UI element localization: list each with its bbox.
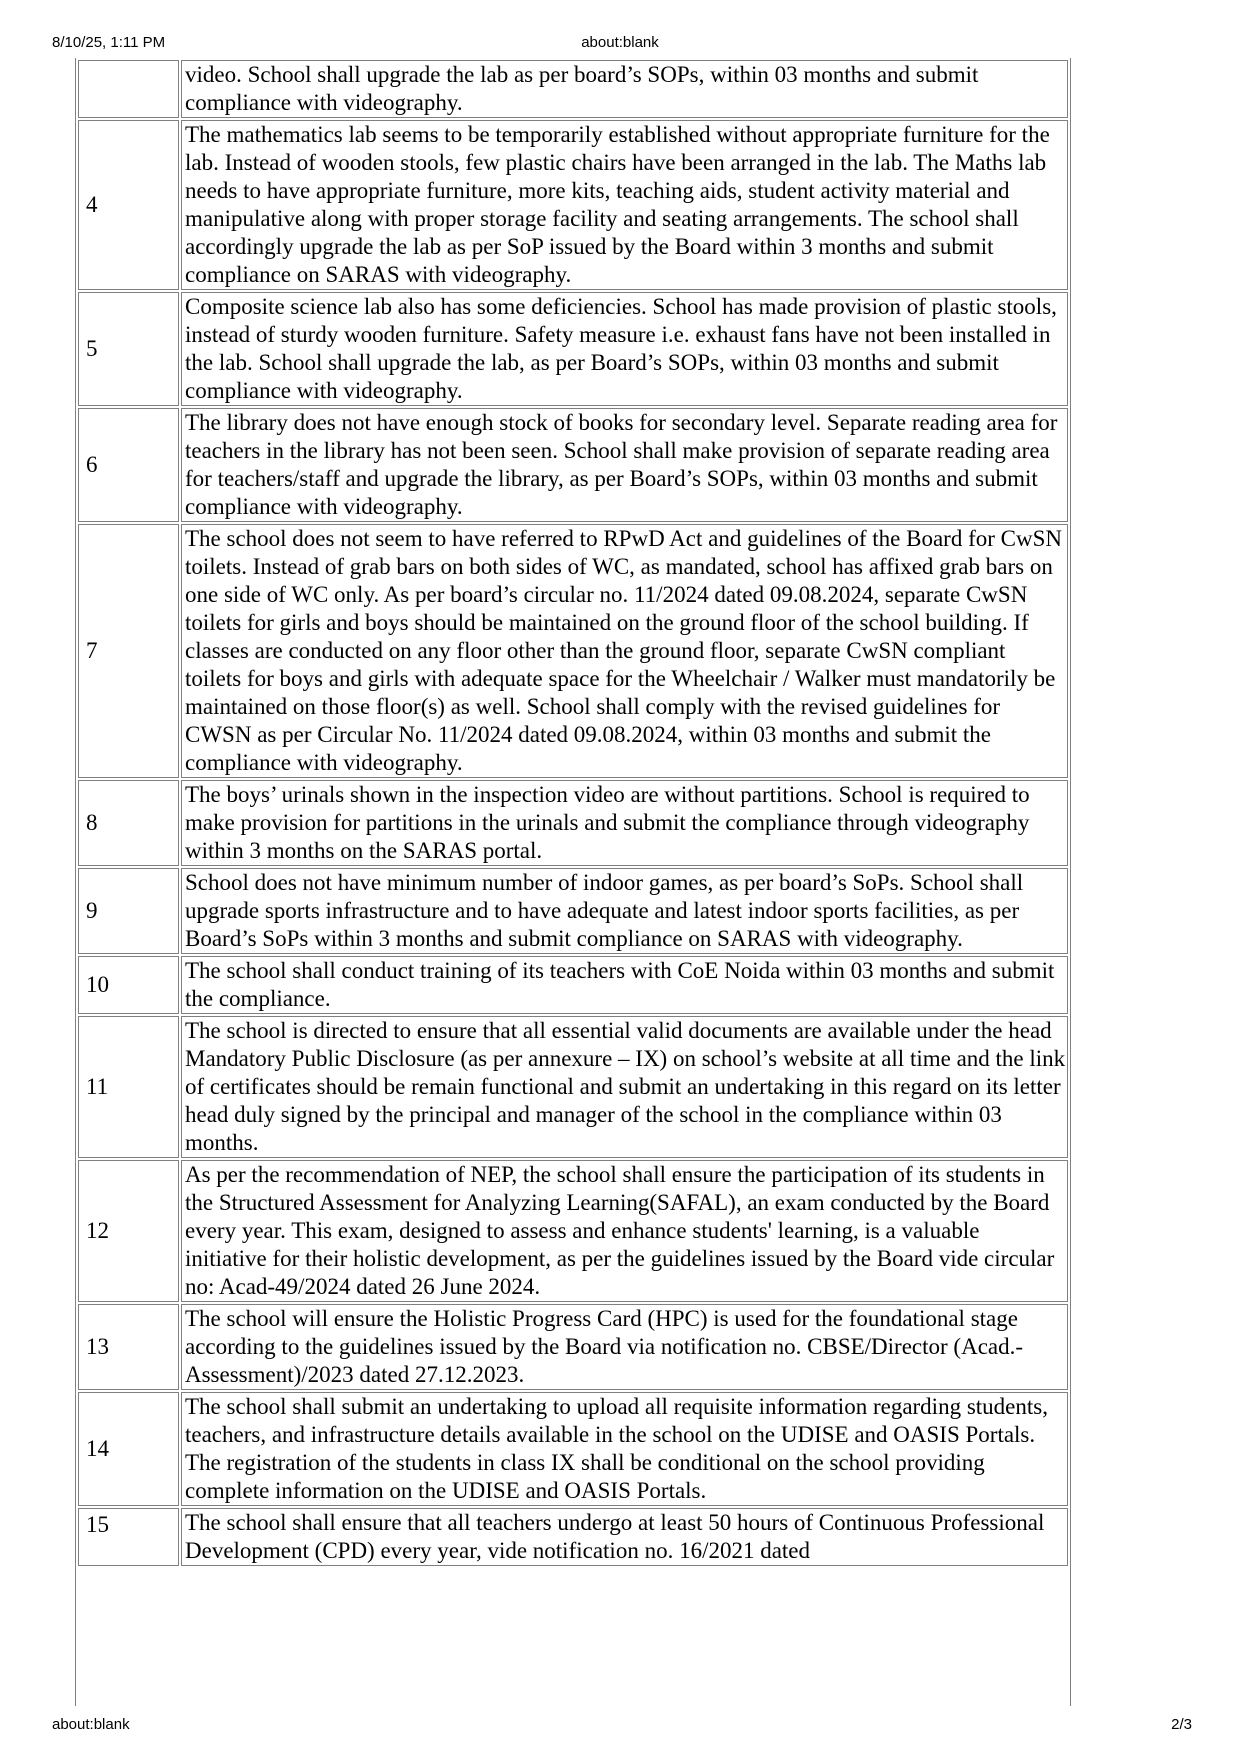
row-text: The school will ensure the Holistic Progress Card (HPC) is used for the foundational stage according to the guidelines issued by the Board via notification no. CBSE/Director (Acad.-Assessment)/2023 dated 27.12.2023. bbox=[181, 1304, 1068, 1390]
row-number: 6 bbox=[78, 408, 179, 522]
row-text: video. School shall upgrade the lab as per board’s SOPs, within 03 months and submit compliance with videography. bbox=[181, 60, 1068, 118]
row-text: School does not have minimum number of indoor games, as per board’s SoPs. School shall upgrade sports infrastructure and to have adequate and latest indoor sports facilities, as per Board’s SoPs within 3 months and submit compliance on SARAS with videography. bbox=[181, 868, 1068, 954]
row-number: 5 bbox=[78, 292, 179, 406]
row-number: 8 bbox=[78, 780, 179, 866]
table-row bbox=[78, 956, 1068, 1014]
row-text: The library does not have enough stock of books for secondary level. Separate reading area for teachers in the library has not been seen. School shall make provision of separate reading area for teachers/staff and upgrade the library, as per Board’s SOPs, within 03 months and submit compliance with videography. bbox=[181, 408, 1068, 522]
row-number: 4 bbox=[78, 120, 179, 290]
table-row bbox=[78, 60, 1068, 118]
table-row bbox=[78, 1392, 1068, 1506]
row-text: The school is directed to ensure that all essential valid documents are available under the head Mandatory Public Disclosure (as per annexure – IX) on school’s website at all time and the link of certificates should be remain functional and submit an undertaking in this regard on its letter head duly signed by the principal and manager of the school in the compliance within 03 months. bbox=[181, 1016, 1068, 1158]
table-row bbox=[78, 1160, 1068, 1302]
table-row bbox=[78, 868, 1068, 954]
print-datetime: 8/10/25, 1:11 PM bbox=[52, 34, 166, 51]
row-number: 7 bbox=[78, 524, 179, 778]
observations-table-container bbox=[75, 58, 1071, 1706]
table-row bbox=[78, 780, 1068, 866]
row-number bbox=[78, 60, 179, 118]
table-row bbox=[78, 408, 1068, 522]
table-row bbox=[78, 524, 1068, 778]
row-number: 9 bbox=[78, 868, 179, 954]
row-number: 11 bbox=[78, 1016, 179, 1158]
row-text: The boys’ urinals shown in the inspection video are without partitions. School is required to make provision for partitions in the urinals and submit the compliance through videography within 3 months on the SARAS portal. bbox=[181, 780, 1068, 866]
row-text: As per the recommendation of NEP, the school shall ensure the participation of its students in the Structured Assessment for Analyzing Learning(SAFAL), an exam conducted by the Board every year. This exam, designed to assess and enhance students' learning, is a valuable initiative for their holistic development, as per the guidelines issued by the Board vide circular no: Acad-49/2024 dated 26 June 2024. bbox=[181, 1160, 1068, 1302]
row-text: The mathematics lab seems to be temporarily established without appropriate furniture for the lab. Instead of wooden stools, few plastic chairs have been arranged in the lab. The Maths lab needs to have appropriate furniture, more kits, teaching aids, student activity material and manipulative along with proper storage facility and seating arrangements. The school shall accordingly upgrade the lab as per SoP issued by the Board within 3 months and submit compliance on SARAS with videography. bbox=[181, 120, 1068, 290]
table-row bbox=[78, 1508, 1068, 1566]
table-row bbox=[78, 120, 1068, 290]
row-number: 15 bbox=[78, 1508, 179, 1566]
print-page-title: about:blank bbox=[581, 34, 659, 51]
row-number: 10 bbox=[78, 956, 179, 1014]
row-text: The school shall submit an undertaking to upload all requisite information regarding students, teachers, and infrastructure details available in the school on the UDISE and OASIS Portals. The registration of the students in class IX shall be conditional on the school providing complete information on the UDISE and OASIS Portals. bbox=[181, 1392, 1068, 1506]
row-number: 12 bbox=[78, 1160, 179, 1302]
row-text: The school shall ensure that all teachers undergo at least 50 hours of Continuous Professional Development (CPD) every year, vide notification no. 16/2021 dated bbox=[181, 1508, 1068, 1566]
row-number: 14 bbox=[78, 1392, 179, 1506]
observations-table bbox=[76, 58, 1070, 1568]
row-text: The school shall conduct training of its teachers with CoE Noida within 03 months and submit the compliance. bbox=[181, 956, 1068, 1014]
table-row bbox=[78, 292, 1068, 406]
row-number: 13 bbox=[78, 1304, 179, 1390]
row-text: Composite science lab also has some deficiencies. School has made provision of plastic stools, instead of sturdy wooden furniture. Safety measure i.e. exhaust fans have not been installed in the lab. School shall upgrade the lab, as per Board’s SOPs, within 03 months and submit compliance with videography. bbox=[181, 292, 1068, 406]
table-row bbox=[78, 1016, 1068, 1158]
row-text: The school does not seem to have referred to RPwD Act and guidelines of the Board for CwSN toilets. Instead of grab bars on both sides of WC, as mandated, school has affixed grab bars on one side of WC only. As per board’s circular no. 11/2024 dated 09.08.2024, separate CwSN toilets for girls and boys should be maintained on the ground floor of the school building. If classes are conducted on any floor other than the ground floor, separate CwSN compliant toilets for boys and girls with adequate space for the Wheelchair / Walker must mandatorily be maintained on those floor(s) as well. School shall comply with the revised guidelines for CWSN as per Circular No. 11/2024 dated 09.08.2024, within 03 months and submit the compliance with videography. bbox=[181, 524, 1068, 778]
print-page-number: 2/3 bbox=[1171, 1716, 1192, 1733]
print-footer-url: about:blank bbox=[52, 1716, 130, 1733]
table-row bbox=[78, 1304, 1068, 1390]
